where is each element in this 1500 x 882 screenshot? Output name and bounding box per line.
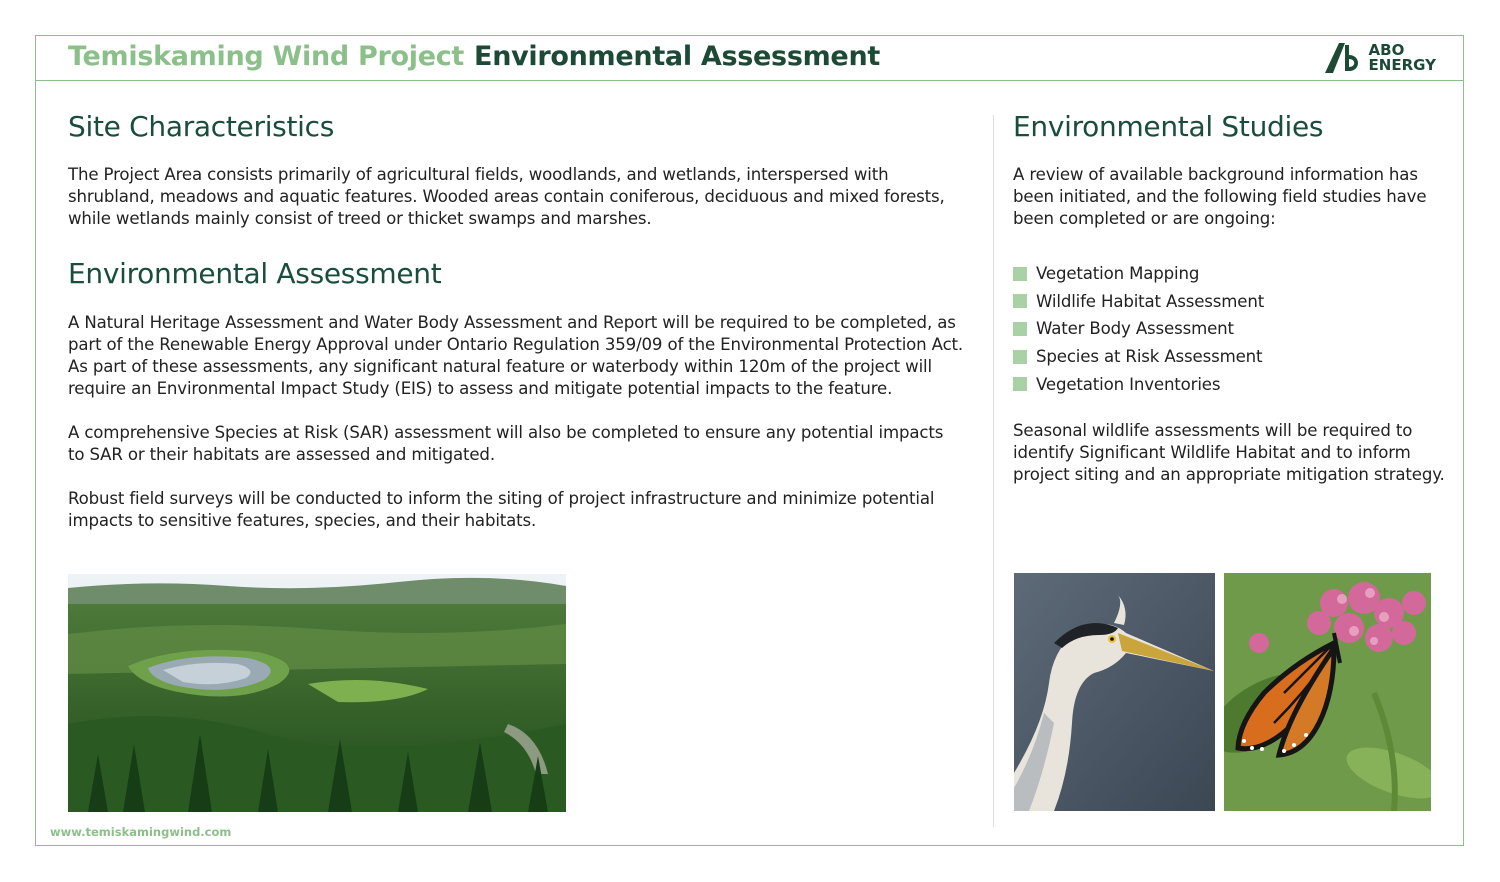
list-item: Vegetation Mapping [1013, 260, 1264, 288]
wetland-landscape-photo [68, 574, 566, 812]
header-bar [35, 35, 1464, 81]
field-studies-list [1013, 260, 1264, 398]
site-characteristics-heading: Site Characteristics [68, 110, 335, 143]
list-item: Wildlife Habitat Assessment [1013, 288, 1264, 316]
environmental-studies-heading: Environmental Studies [1013, 110, 1324, 143]
project-title: Temiskaming Wind Project [68, 41, 465, 72]
square-bullet-icon [1013, 350, 1027, 364]
monarch-butterfly-photo [1224, 573, 1431, 811]
environmental-assessment-heading: Environmental Assessment [68, 257, 442, 290]
square-bullet-icon [1013, 294, 1027, 308]
logo-line-2: ENERGY [1368, 56, 1436, 74]
environmental-assessment-text-2: A comprehensive Species at Risk (SAR) assessment will also be completed to ensure any potential impacts to SAR or their habitats are assessed and mitigated. [68, 423, 944, 464]
environmental-assessment-text-3: Robust field surveys will be conducted to inform the siting of project infrastructure and minimize potential impacts to sensitive features, species, and their habitats. [68, 489, 935, 530]
page-title [68, 41, 880, 72]
list-item: Water Body Assessment [1013, 315, 1264, 343]
logo-line-1: ABO [1368, 41, 1405, 59]
site-characteristics-text: The Project Area consists primarily of agricultural fields, woodlands, and wetlands, interspersed with shrubland, meadows and aquatic features. Wooded areas contain coniferous, deciduous and mixed forests, while wetlands mainly consist of treed or thicket swamps and marshes. [68, 165, 945, 228]
environmental-studies-intro: A review of available background information has been initiated, and the following field studies have been completed or are ongoing: [1013, 165, 1427, 228]
square-bullet-icon [1013, 322, 1027, 336]
abo-energy-logo [1323, 41, 1436, 75]
seasonal-assessment-text: Seasonal wildlife assessments will be required to identify Significant Wildlife Habitat and to inform project siting and an appropriate mitigation strategy. [1013, 421, 1445, 484]
heron-photo [1014, 573, 1215, 811]
list-item: Species at Risk Assessment [1013, 343, 1264, 371]
environmental-assessment-text-1: A Natural Heritage Assessment and Water Body Assessment and Report will be required to be completed, as part of the Renewable Energy Approval under Ontario Regulation 359/09 of the Environmental Protection Act. As part of these assessments, any significant natural feature or waterbody within 120m of the project will require an Environmental Impact Study (EIS) to assess and mitigate potential impacts to the feature. [68, 313, 964, 398]
square-bullet-icon [1013, 377, 1027, 391]
logo-wordmark [1369, 43, 1436, 73]
column-divider [993, 115, 994, 827]
website-url: www.temiskamingwind.com [50, 825, 232, 839]
square-bullet-icon [1013, 267, 1027, 281]
abo-energy-logo-icon [1323, 41, 1363, 75]
section-title: Environmental Assessment [474, 41, 880, 72]
list-item: Vegetation Inventories [1013, 370, 1264, 398]
